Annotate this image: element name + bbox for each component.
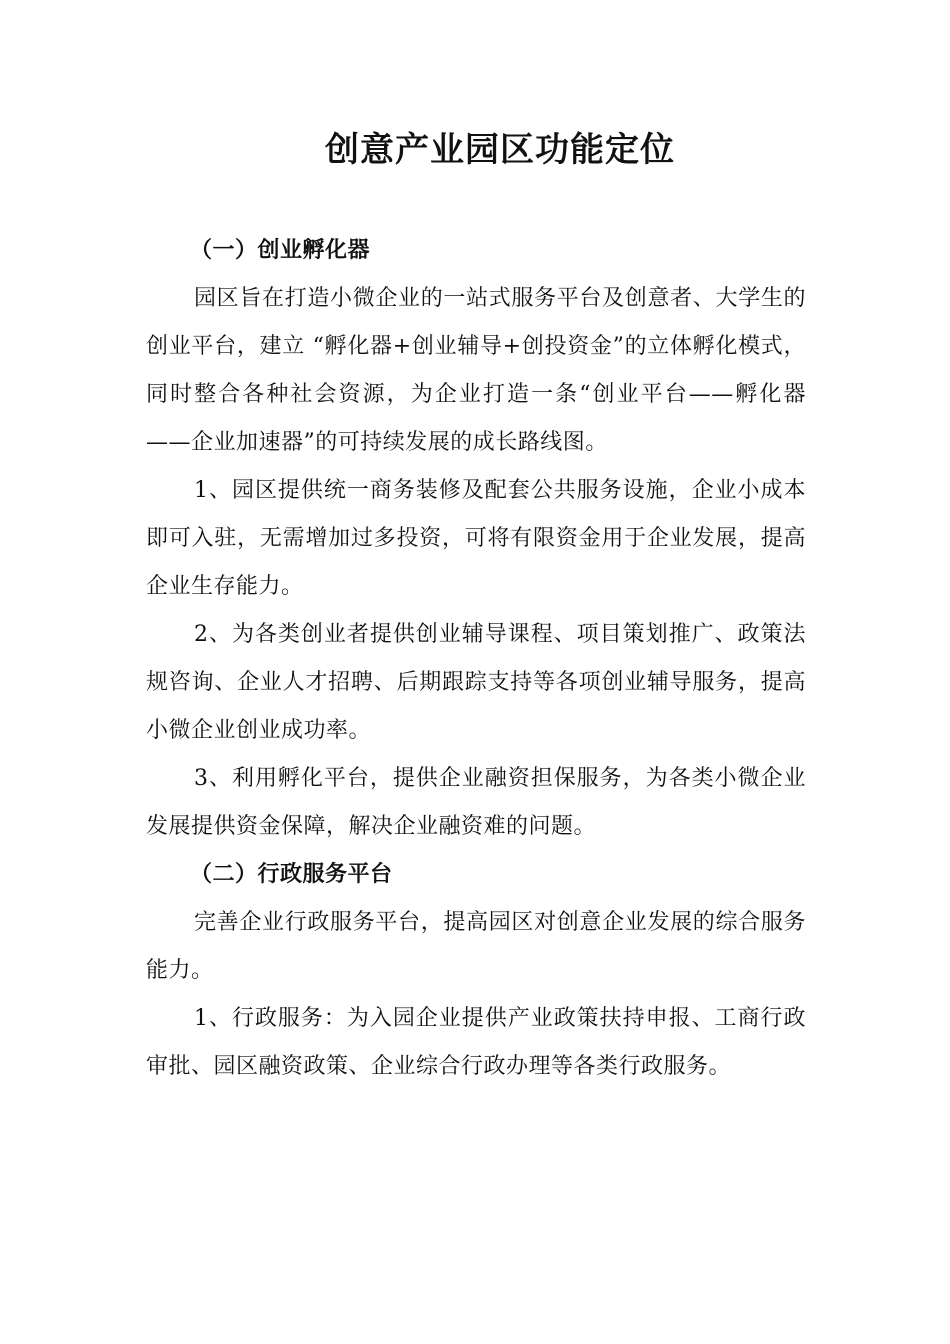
section-heading: （二）行政服务平台 <box>190 862 393 887</box>
document-title: 创意产业园区功能定位 <box>325 130 675 170</box>
section-incubator <box>146 227 806 851</box>
paragraph: 完善企业行政服务平台，提高园区对创意企业发展的综合服务能力。 <box>146 910 806 983</box>
paragraph: 园区旨在打造小微企业的一站式服务平台及创意者、大学生的创业平台，建立 “孵化器+创业辅导+创投资金”的立体孵化模式，同时整合各种社会资源，为企业打造一条“创业平台——孵化器——企业加速器”的可持续发展的成长路线图。 <box>146 286 806 455</box>
document-body <box>146 227 806 1091</box>
section-admin-service <box>146 851 806 1091</box>
paragraph: 1、园区提供统一商务装修及配套公共服务设施，企业小成本即可入驻，无需增加过多投资，可将有限资金用于企业发展，提高企业生存能力。 <box>146 478 806 599</box>
paragraph: 3、利用孵化平台，提供企业融资担保服务，为各类小微企业发展提供资金保障，解决企业融资难的问题。 <box>146 766 806 839</box>
paragraph: 2、为各类创业者提供创业辅导课程、项目策划推广、政策法规咨询、企业人才招聘、后期跟踪支持等各项创业辅导服务，提高小微企业创业成功率。 <box>146 622 806 743</box>
paragraph: 1、行政服务：为入园企业提供产业政策扶持申报、工商行政审批、园区融资政策、企业综合行政办理等各类行政服务。 <box>146 1006 806 1079</box>
section-heading: （一）创业孵化器 <box>190 238 371 263</box>
